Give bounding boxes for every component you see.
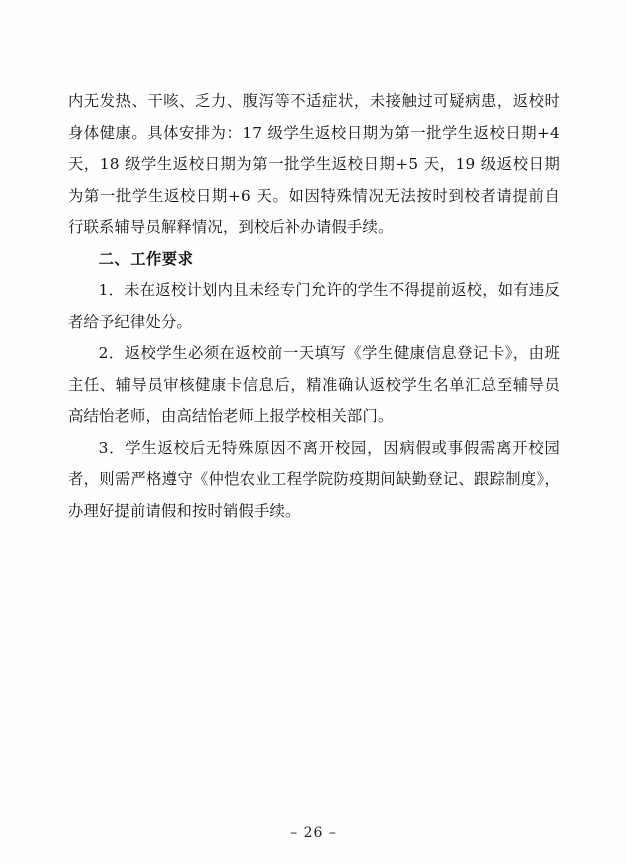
page-number: – 26 –	[290, 825, 337, 841]
document-body	[68, 86, 560, 527]
list-item-3: 3．学生返校后无特殊原因不离开校园，因病假或事假需离开校园者，则需严格遵守《仲恺农业工程学院防疫期间缺勤登记、跟踪制度》，办理好提前请假和按时销假手续。	[68, 438, 560, 520]
paragraph-schedule: 内无发热、干咳、乏力、腹泻等不适症状，未接触过可疑病患，返校时身体健康。具体安排为：17 级学生返校日期为第一批学生返校日期+4 天，18 级学生返校日期为第一批学生返校日期+5 天，19 级返校日期为第一批学生返校日期+6 天。如因特殊情况无法按时到校者请提前自行联系辅导员解释情况，到校后补办请假手续。	[68, 92, 560, 236]
section-heading-work-requirements: 二、工作要求	[98, 249, 194, 268]
list-item-1: 1．未在返校计划内且未经专门允许的学生不得提前返校，如有违反者给予纪律处分。	[68, 281, 560, 331]
list-item-2: 2．返校学生必须在返校前一天填写《学生健康信息登记卡》，由班主任、辅导员审核健康卡信息后，精准确认返校学生名单汇总至辅导员高结怡老师，由高结怡老师上报学校相关部门。	[68, 344, 560, 425]
